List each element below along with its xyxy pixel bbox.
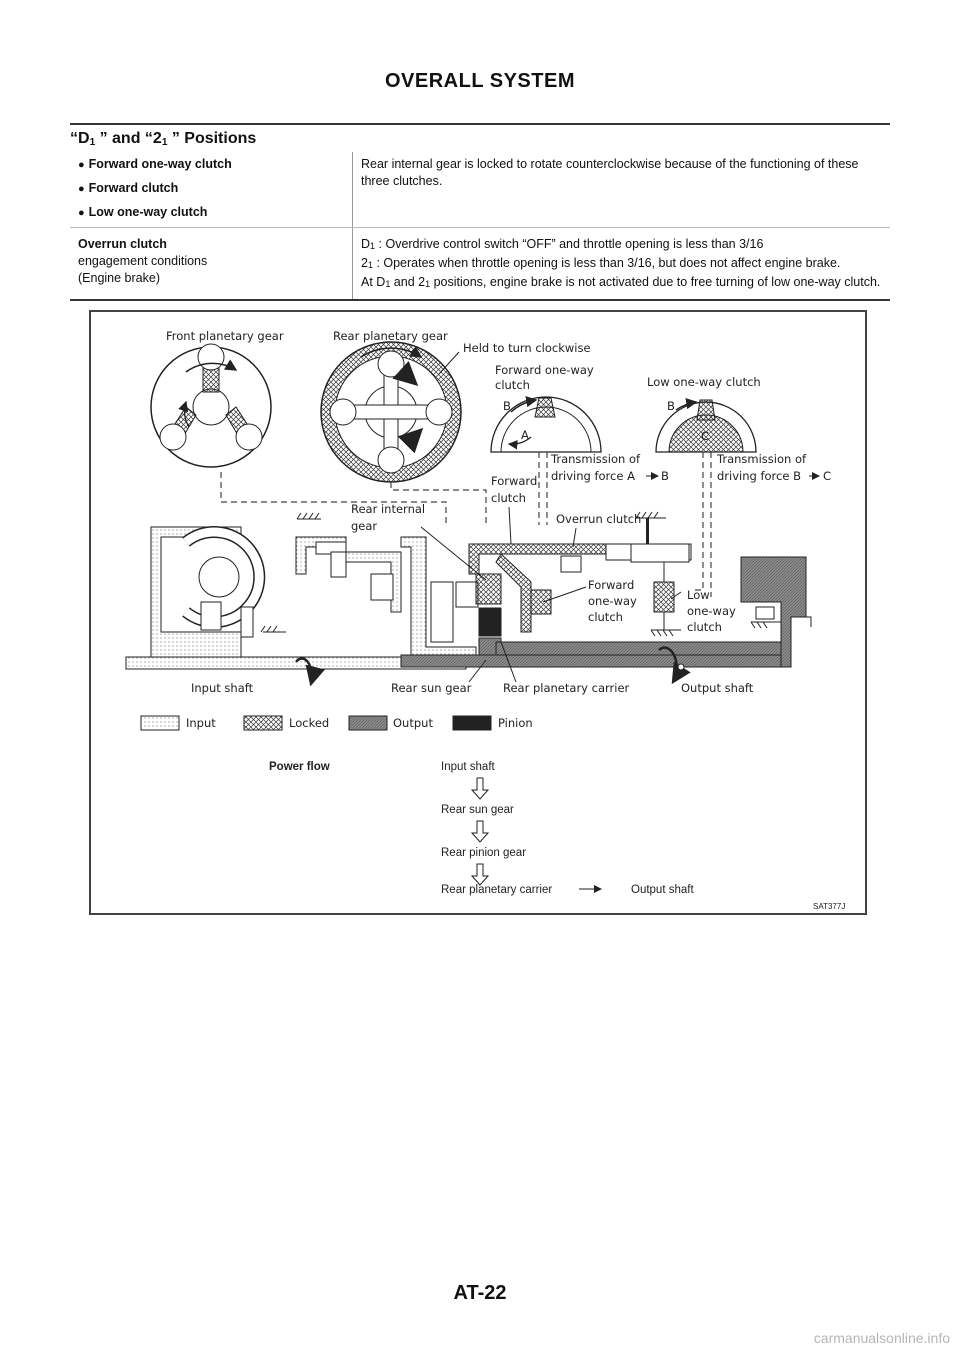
label-trans-bc-2: driving force B xyxy=(717,469,801,483)
label-fwd-owc-1: Forward xyxy=(588,578,635,592)
label-rear-internal-2: gear xyxy=(351,519,378,533)
list-item: ● Low one-way clutch xyxy=(78,205,208,219)
legend-locked: Locked xyxy=(289,716,330,730)
bullet-icon: ● xyxy=(78,207,85,219)
label-fowc-2: clutch xyxy=(495,378,530,392)
power-flow-final: Output shaft xyxy=(631,884,694,896)
transmission-diagram xyxy=(91,312,865,913)
label-rear-internal-1: Rear internal xyxy=(351,502,426,516)
power-flow-step: Rear pinion gear xyxy=(441,847,527,859)
legend-output: Output xyxy=(393,716,433,730)
label-fwd-owc-2: one-way xyxy=(588,594,637,608)
label-fowc-1: Forward one-way xyxy=(495,363,594,377)
legend-swatch-input xyxy=(141,716,179,730)
page-number: AT-22 xyxy=(453,1282,507,1304)
label-point-c: C xyxy=(701,429,710,443)
legend-swatch-output xyxy=(349,716,387,730)
rear-planetary-gear xyxy=(321,342,461,482)
label-overrun-clutch: Overrun clutch xyxy=(556,512,642,526)
down-arrow-icon xyxy=(472,864,488,885)
bullet-icon: ● xyxy=(78,159,85,171)
clutch-list-cell xyxy=(70,152,353,228)
legend-input: Input xyxy=(186,716,216,730)
label-input-shaft: Input shaft xyxy=(191,681,254,695)
power-flow xyxy=(269,761,694,896)
power-flow-heading: Power flow xyxy=(269,761,330,773)
clutch-table xyxy=(70,152,890,301)
legend-swatch-locked xyxy=(244,716,282,730)
condition-d1: $D_1$ : Overdrive control switch “OFF” and throttle opening is less than 3/16 xyxy=(361,237,764,251)
down-arrow-icon xyxy=(472,778,488,799)
label-rear-planetary-gear: Rear planetary gear xyxy=(333,329,448,343)
legend-swatch-pinion xyxy=(453,716,491,730)
label-forward-clutch-2: clutch xyxy=(491,491,526,505)
label-rear-planetary-carrier: Rear planetary carrier xyxy=(503,681,630,695)
label-held-clockwise: Held to turn clockwise xyxy=(463,341,591,355)
figure-code: SAT377J xyxy=(813,902,846,911)
power-flow-figure xyxy=(89,310,867,915)
label-fwd-owc-3: clutch xyxy=(588,610,623,624)
power-flow-step: Input shaft xyxy=(441,761,495,773)
label-trans-ab-3: B xyxy=(661,469,669,483)
label-point-a: A xyxy=(521,428,529,442)
label-front-planetary-gear: Front planetary gear xyxy=(166,329,284,343)
table-row xyxy=(70,152,890,228)
overrun-label: Overrun clutch xyxy=(78,237,167,251)
down-arrow-icon xyxy=(472,821,488,842)
page-header: OVERALL SYSTEM xyxy=(385,70,575,92)
power-flow-step: Rear sun gear xyxy=(441,804,514,816)
legend xyxy=(141,716,533,730)
list-item: ● Forward clutch xyxy=(78,181,179,195)
label-point-b: B xyxy=(503,399,511,413)
label-trans-bc-3: C xyxy=(823,469,832,483)
overrun-conditions-cell xyxy=(353,228,891,301)
row1-description: Rear internal gear is locked to rotate counterclockwise because of the functioning of these three clutches. xyxy=(353,152,891,228)
front-planetary-gear xyxy=(151,344,271,467)
overrun-label-line3: (Engine brake) xyxy=(78,271,160,285)
label-forward-clutch-1: Forward xyxy=(491,474,538,488)
label-rear-sun-gear: Rear sun gear xyxy=(391,681,472,695)
label-point-b2: B xyxy=(667,399,675,413)
power-flow-step: Rear planetary carrier xyxy=(441,884,553,896)
list-item: ● Forward one-way clutch xyxy=(78,157,232,171)
label-low-owc-1: Low xyxy=(687,588,710,602)
label-trans-ab-2: driving force A xyxy=(551,469,635,483)
bullet-icon: ● xyxy=(78,183,85,195)
overrun-label-line2: engagement conditions xyxy=(78,254,208,268)
watermark: carmanualsonline.info xyxy=(813,1330,950,1346)
overrun-label-cell xyxy=(70,228,353,301)
label-output-shaft: Output shaft xyxy=(681,681,754,695)
condition-note: At $D_1$ and $2_1$ positions, engine brake is not activated due to free turning of low one-way clutch. xyxy=(361,275,881,289)
legend-pinion: Pinion xyxy=(498,716,533,730)
section-title: “$D_1$ ” and “$2_1$ ” Positions xyxy=(70,123,890,148)
label-low-owc-2: one-way xyxy=(687,604,736,618)
label-trans-bc-1: Transmission of xyxy=(717,452,807,466)
label-low-owc: Low one-way clutch xyxy=(647,375,761,389)
label-trans-ab-1: Transmission of xyxy=(551,452,641,466)
label-low-owc-3: clutch xyxy=(687,620,722,634)
table-row xyxy=(70,228,890,301)
condition-21: $2_1$ : Operates when throttle opening is less than 3/16, but does not affect engine brake. xyxy=(361,256,841,270)
